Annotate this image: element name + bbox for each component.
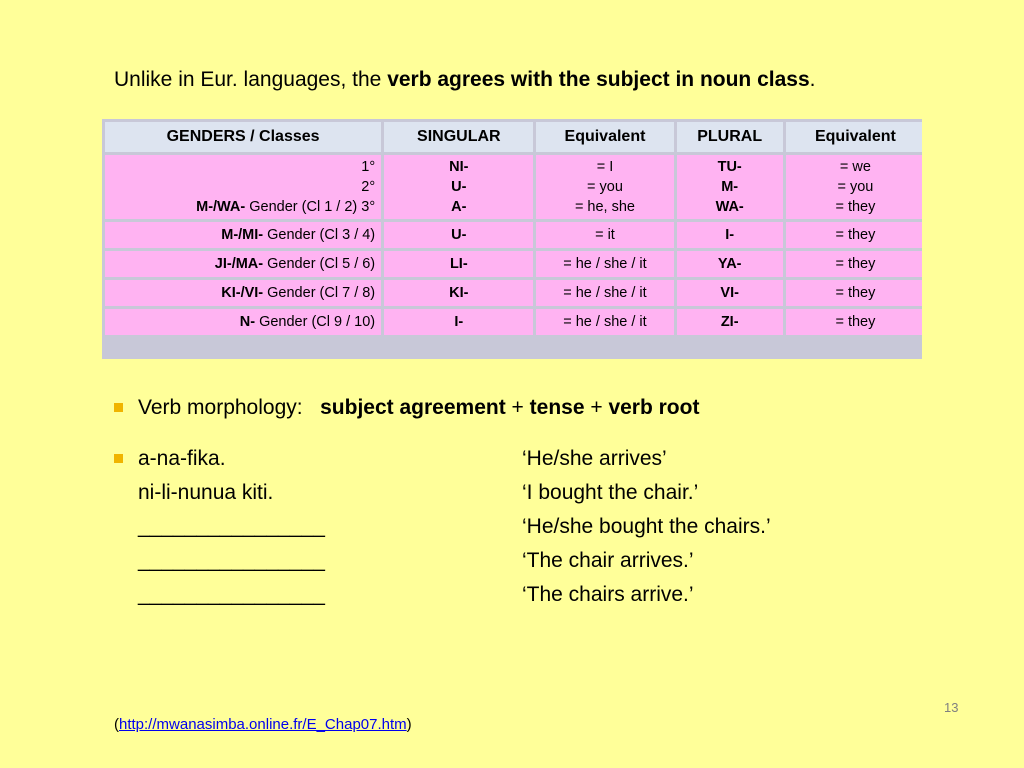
slide-heading [114, 68, 815, 92]
plural-prefix: I- [725, 227, 735, 243]
example-row [138, 481, 898, 515]
table-row [105, 309, 922, 335]
person-label: 1° [361, 159, 376, 175]
bullet-square-icon [114, 454, 123, 463]
example-swahili: a-na-fika. [138, 447, 226, 470]
singular-equivalent-cell: = he / she / it [536, 280, 673, 306]
gender-label [109, 197, 375, 217]
plural-prefix: ZI- [720, 314, 739, 330]
gender-cell [105, 222, 381, 248]
plural-prefix: VI- [720, 285, 739, 301]
plus-sign: + [584, 396, 609, 419]
table-row [105, 155, 922, 219]
singular-cell [384, 251, 533, 277]
heading-bold: verb agrees with the subject in noun class [387, 68, 810, 91]
singular-cell [384, 280, 533, 306]
morphology-part: tense [529, 396, 585, 419]
morphology-part: subject agreement [320, 396, 506, 419]
example-swahili: ni-li-nunua kiti. [138, 481, 274, 504]
plural-equivalent-cell: = they [786, 251, 922, 277]
example-row [138, 549, 898, 583]
plural-equivalent-cell: = they [786, 222, 922, 248]
example-blank: ________________ [138, 515, 325, 538]
singular-prefix: LI- [449, 256, 468, 272]
noun-class-table [102, 119, 922, 338]
example-translation: ‘The chairs arrive.’ [522, 583, 694, 606]
example-row [138, 583, 898, 617]
noun-class-table-frame [102, 119, 922, 359]
heading-suffix: . [809, 68, 816, 91]
plural-equivalent: = they [835, 199, 876, 215]
table-row [105, 222, 922, 248]
example-row [138, 447, 898, 481]
person-label: 2° [361, 179, 376, 195]
plural-prefix: TU- [717, 159, 742, 175]
gender-class: Gender (Cl 7 / 8) [263, 285, 376, 301]
example-translation: ‘He/she arrives’ [522, 447, 667, 470]
header-singular: SINGULAR [384, 122, 533, 152]
singular-prefix: A- [451, 199, 467, 215]
example-blank: ________________ [138, 549, 325, 572]
bullet-text [138, 396, 699, 420]
gender-prefix: N- [239, 314, 256, 330]
table-header-row [105, 122, 922, 152]
plural-cell [677, 309, 783, 335]
gender-cell [105, 155, 381, 219]
plural-prefix: M- [721, 179, 739, 195]
gender-cell [105, 309, 381, 335]
footer-open-paren: ( [114, 716, 119, 733]
header-equivalent-plural: Equivalent [786, 122, 922, 152]
header-plural: PLURAL [677, 122, 783, 152]
source-footer [114, 716, 412, 733]
plural-equivalent-cell: = they [786, 309, 922, 335]
gender-class: Gender (Cl 3 / 4) [263, 227, 376, 243]
gender-class: Gender (Cl 1 / 2) 3° [245, 199, 376, 215]
example-translation: ‘I bought the chair.’ [522, 481, 699, 504]
singular-equivalent-cell: = he / she / it [536, 251, 673, 277]
plural-cell [677, 280, 783, 306]
morphology-label: Verb morphology: [138, 396, 303, 419]
morphology-part: verb root [608, 396, 700, 419]
gender-prefix: JI-/MA- [214, 256, 264, 272]
example-row [138, 515, 898, 549]
singular-prefix: KI- [449, 285, 469, 301]
plural-equivalent-cell: = they [786, 280, 922, 306]
plural-cell [677, 222, 783, 248]
plural-equivalent: = we [839, 159, 871, 175]
plural-equivalent: = you [837, 179, 874, 195]
gender-class: Gender (Cl 9 / 10) [255, 314, 376, 330]
plural-cell [677, 251, 783, 277]
singular-prefix: I- [454, 314, 464, 330]
heading-prefix: Unlike in Eur. languages, the [114, 68, 388, 91]
singular-equivalent-cell [536, 155, 673, 219]
plural-cell [677, 155, 783, 219]
singular-cell [384, 309, 533, 335]
gender-cell [105, 280, 381, 306]
plural-prefix: YA- [717, 256, 742, 272]
example-blank: ________________ [138, 583, 325, 606]
singular-equivalent: = you [587, 179, 623, 195]
singular-cell [384, 222, 533, 248]
gender-class: Gender (Cl 5 / 6) [263, 256, 376, 272]
source-link[interactable]: http://mwanasimba.online.fr/E_Chap07.htm [119, 716, 407, 733]
plus-sign: + [505, 396, 530, 419]
singular-cell [384, 155, 533, 219]
header-genders: GENDERS / Classes [105, 122, 381, 152]
singular-prefix: NI- [449, 159, 469, 175]
singular-equivalent-cell: = he / she / it [536, 309, 673, 335]
singular-equivalent: = I [596, 159, 614, 175]
footer-close-paren: ) [406, 716, 412, 733]
gender-prefix: M-/MI- [221, 227, 264, 243]
example-translation: ‘The chair arrives.’ [522, 549, 694, 572]
page-number: 13 [944, 700, 959, 715]
example-translation: ‘He/she bought the chairs.’ [522, 515, 771, 538]
singular-prefix: U- [451, 179, 467, 195]
singular-equivalent: = he, she [574, 199, 635, 215]
header-equivalent-singular: Equivalent [536, 122, 673, 152]
singular-equivalent-cell: = it [536, 222, 673, 248]
gender-prefix: KI-/VI- [221, 285, 264, 301]
table-row [105, 251, 922, 277]
gender-cell [105, 251, 381, 277]
bullet-square-icon [114, 403, 123, 412]
singular-prefix: U- [451, 227, 467, 243]
plural-prefix: WA- [715, 199, 744, 215]
plural-equivalent-cell [786, 155, 922, 219]
gender-prefix: M-/WA- [196, 199, 246, 215]
table-row [105, 280, 922, 306]
